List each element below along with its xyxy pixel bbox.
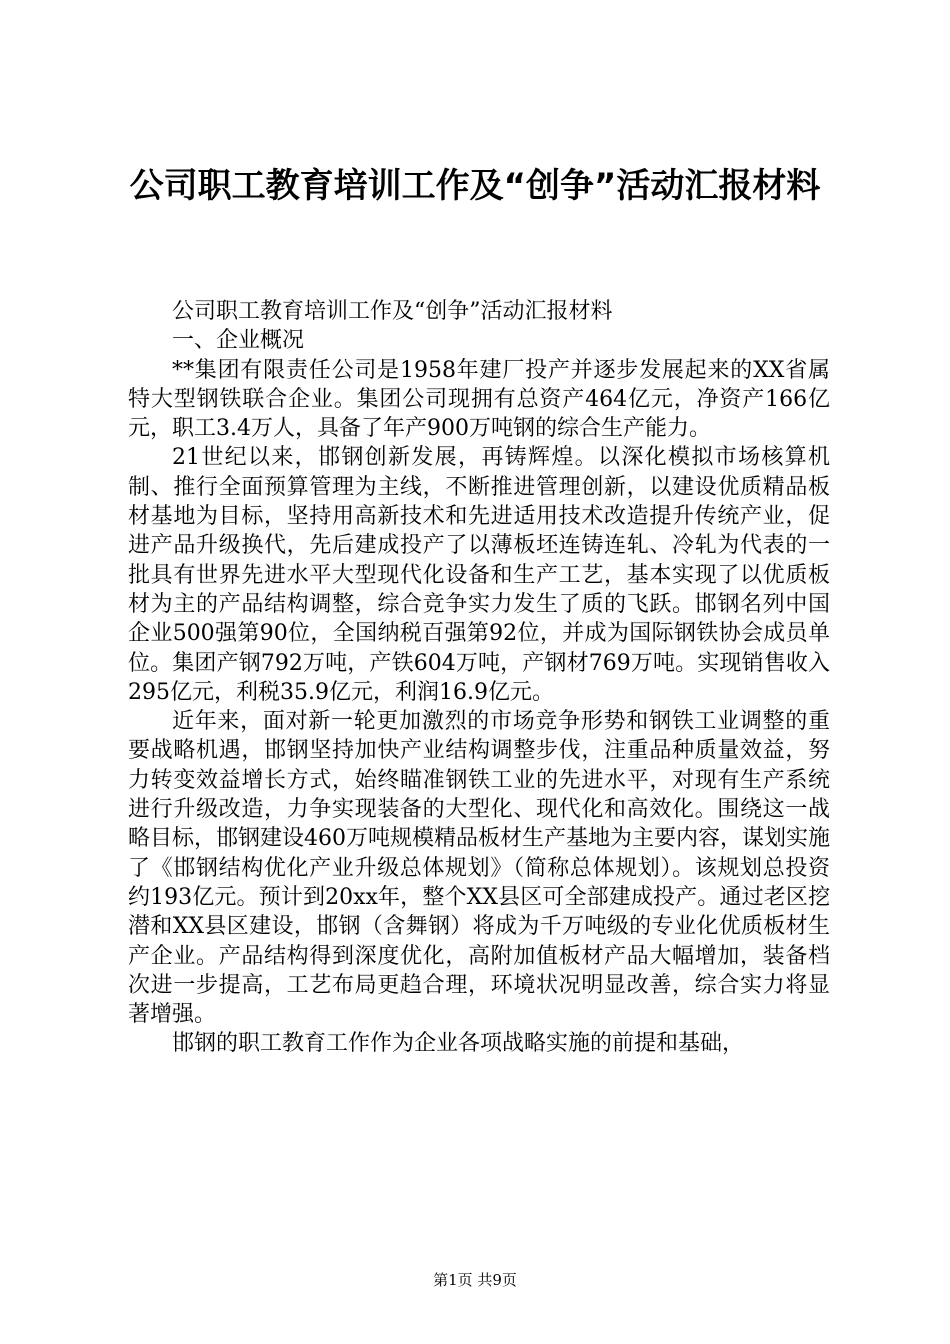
- paragraph: **集团有限责任公司是1958年建厂投产并逐步发展起来的XX省属特大型钢铁联合企业。集团公司现拥有总资产464亿元，净资产166亿元，职工3.4万人，具备了年产900万吨钢的综合生产能力。: [128, 357, 830, 442]
- paragraph: 邯钢的职工教育工作作为企业各项战略实施的前提和基础，: [172, 1031, 745, 1057]
- paragraph-subtitle: 公司职工教育培训工作及“创争”活动汇报材料: [172, 299, 613, 324]
- document-title: 公司职工教育培训工作及“创争”活动汇报材料: [129, 166, 821, 206]
- document-body: [128, 297, 830, 1059]
- page-number-footer: 第1页 共9页: [433, 1271, 517, 1289]
- paragraph: 近年来，面对新一轮更加激烈的市场竞争形势和钢铁工业调整的重要战略机遇，邯钢坚持加快产业结构调整步伐，注重品种质量效益，努力转变效益增长方式，始终瞄准钢铁工业的先进水平，对现有生产系统进行升级改造，力争实现装备的大型化、现代化和高效化。围绕这一战略目标，邯钢建设460万吨规模精品板材生产基地为主要内容，谋划实施了《邯钢结构优化产业升级总体规划》（简称总体规划）。该规划总投资约193亿元。预计到20xx年，整个XX县区可全部建成投产。通过老区挖潜和XX县区建设，邯钢（含舞钢）将成为千万吨级的专业化优质板材生产企业。产品结构得到深度优化，高附加值板材产品大幅增加，装备档次进一步提高，工艺布局更趋合理，环境状况明显改善，综合实力将显著增强。: [128, 709, 830, 1028]
- section-heading: 一、企业概况: [172, 328, 305, 354]
- paragraph: 21世纪以来，邯钢创新发展，再铸辉煌。以深化模拟市场核算机制、推行全面预算管理为主线，不断推进管理创新，以建设优质精品板材基地为目标，坚持用高新技术和先进适用技术改造提升传统产业，促进产品升级换代，先后建成投产了以薄板坯连铸连轧、冷轧为代表的一批具有世界先进水平大型现代化设备和生产工艺，基本实现了以优质板材为主的产品结构调整，综合竞争实力发生了质的飞跃。邯钢名列中国企业500强第90位，全国纳税百强第92位，并成为国际钢铁协会成员单位。集团产钢792万吨，产铁604万吨，产钢材769万吨。实现销售收入295亿元，利税35.9亿元，利润16.9亿元。: [128, 445, 830, 705]
